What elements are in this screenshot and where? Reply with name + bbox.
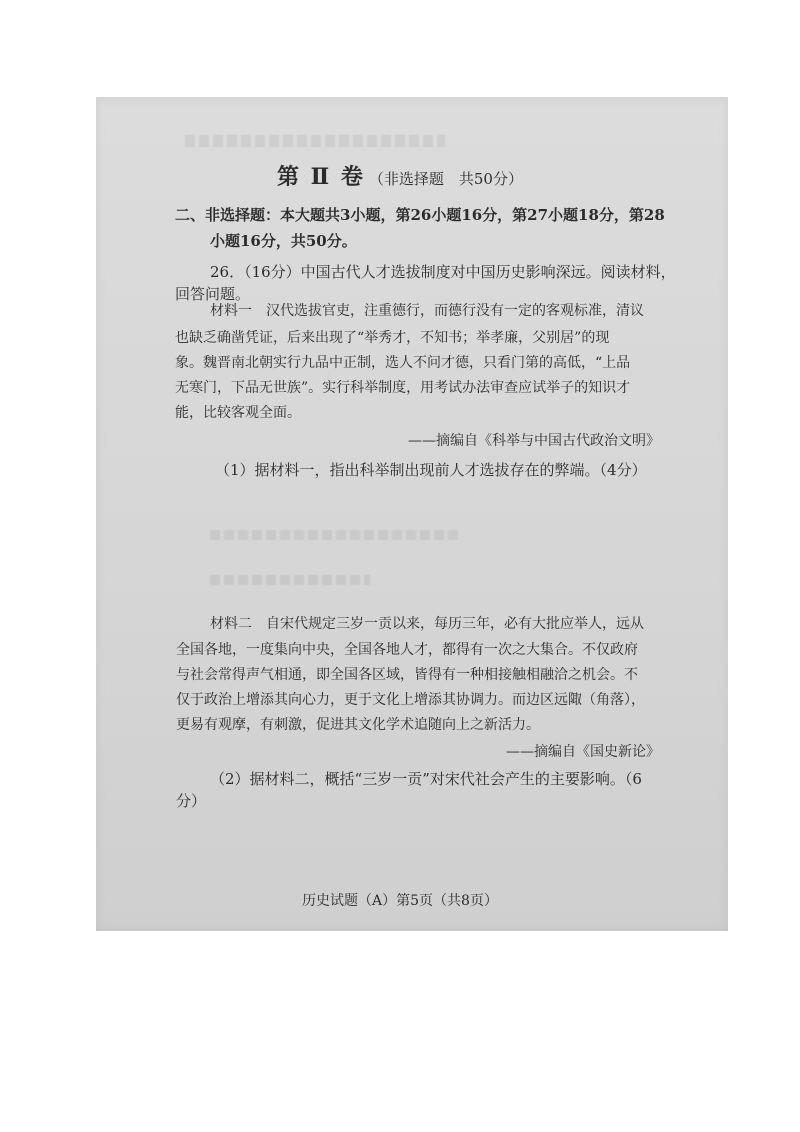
material-2-source: ——摘编自《国史新论》 — [506, 744, 660, 760]
material-2-line: 仅于政治上增添其向心力，更于文化上增添其协调力。而边区远陬（角落）， — [176, 692, 645, 708]
material-2-line: 材料二 自宋代规定三岁一贡以来，每历三年，必有大批应举人，远从 — [210, 616, 644, 632]
material-2-line: 全国各地，一度集向中央，全国各地人才，都得有一次之大集合。不仅政府 — [176, 642, 638, 658]
section-heading-line1: 二、非选择题：本大题共3小题，第26小题16分，第27小题18分，第28 — [175, 206, 665, 224]
question-26-line1: 26．（16分）中国古代人才选拔制度对中国历史影响深远。阅读材料， — [210, 263, 676, 281]
bleed-through-text — [210, 530, 460, 540]
subquestion-1: （1）据材料一，指出科举制出现前人才选拔存在的弊端。（4分） — [215, 461, 647, 479]
material-1-line: 能，比较客观全面。 — [175, 405, 301, 421]
paper-title-main: 第 Ⅱ 卷 — [277, 164, 365, 190]
material-2-line: 更易有观摩，有刺激，促进其文化学术追随向上之新活力。 — [176, 717, 540, 733]
material-1-line: 无寒门，下品无世族”。实行科举制度，用考试办法审查应试举子的知识才 — [175, 380, 631, 396]
bleed-through-text — [210, 575, 370, 585]
subquestion-2-line2: 分） — [176, 792, 207, 810]
subquestion-2-line1: （2）据材料二，概括“三岁一贡”对宋代社会产生的主要影响。（6 — [210, 770, 642, 788]
paper-title — [0, 160, 800, 191]
material-1-source: ——摘编自《科举与中国古代政治文明》 — [408, 433, 660, 449]
paper-title-sub: （非选择题 共50分） — [368, 170, 523, 188]
question-26-line2: 回答问题。 — [175, 285, 251, 303]
page-footer: 历史试题（A）第5页（共8页） — [302, 893, 498, 909]
bleed-through-text — [185, 135, 445, 147]
material-1-line: 材料一 汉代选拔官吏，注重德行，而德行没有一定的客观标准，清议 — [210, 303, 644, 319]
section-heading-line2: 小题16分，共50分。 — [210, 232, 357, 250]
material-1-line: 象。魏晋南北朝实行九品中正制，选人不问才德，只看门第的高低，“上品 — [175, 355, 631, 371]
material-1-line: 也缺乏确凿凭证，后来出现了“举秀才，不知书；举孝廉，父别居”的现 — [175, 330, 610, 346]
material-2-line: 与社会常得声气相通，即全国各区域，皆得有一种相接触相融洽之机会。不 — [176, 667, 638, 683]
